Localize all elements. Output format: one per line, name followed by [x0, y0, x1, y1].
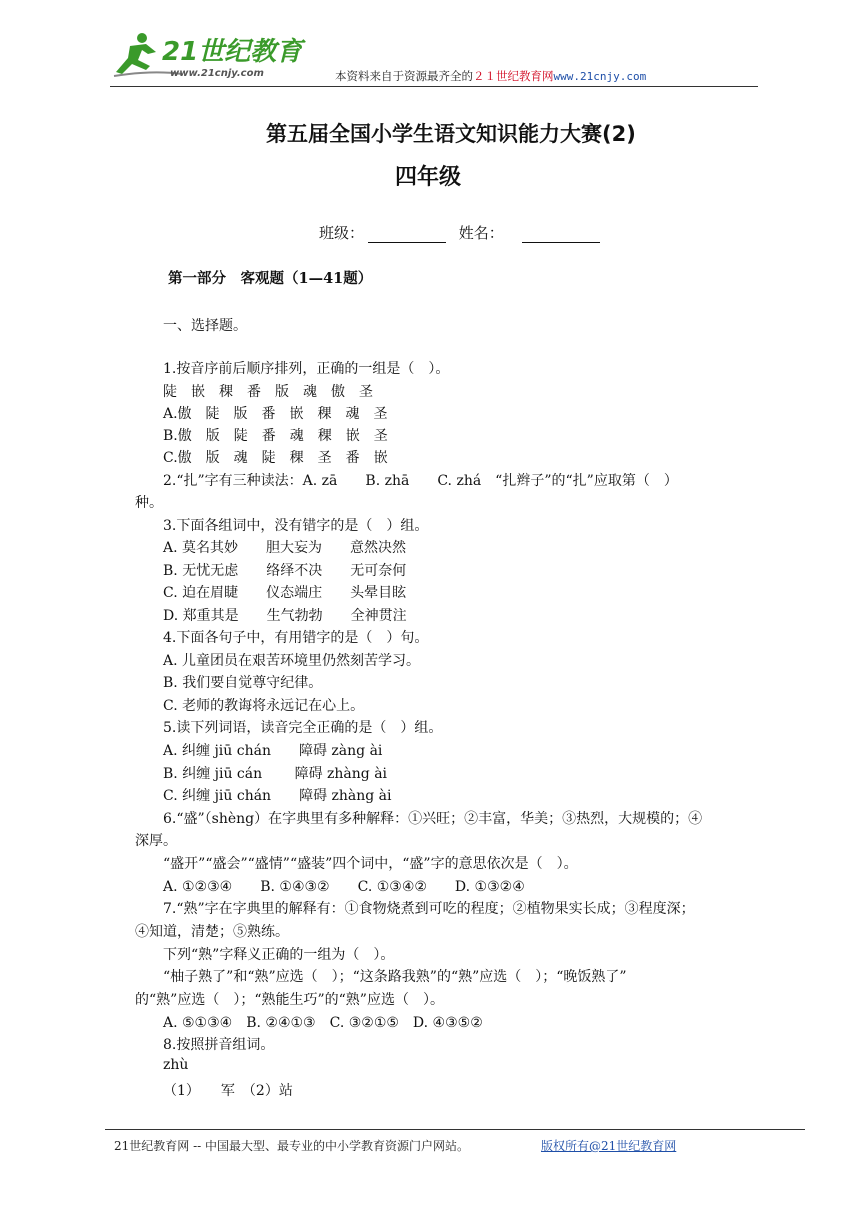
q8-items: （1） 军 （2）站 — [163, 1083, 293, 1099]
q2-stem: 2.“扎”字有三种读法：A. zā B. zhā C. zhá “扎辫子”的“扎”应取第（ ） — [163, 473, 678, 489]
site-logo — [112, 30, 312, 82]
q1-option-a: A.傲 陡 版 番 嵌 稞 魂 圣 — [163, 406, 388, 422]
class-field[interactable] — [368, 228, 446, 243]
q7-stem-cont: ④知道，清楚；⑤熟练。 — [135, 924, 289, 940]
q6-options: A. ①②③④ B. ①④③② C. ①③④② D. ①③②④ — [163, 879, 525, 895]
header-divider — [110, 86, 758, 87]
header-note-site[interactable]: ２１世纪教育网 — [473, 69, 554, 83]
q2-stem-cont: 种。 — [135, 495, 163, 511]
q3-option-b: B. 无忧无虑 络绎不决 无可奈何 — [163, 563, 407, 579]
q3-option-d: D. 郑重其是 生气勃勃 全神贯注 — [163, 608, 407, 624]
q1-option-b: B.傲 版 陡 番 魂 稞 嵌 圣 — [163, 428, 388, 444]
q5-option-a: A. 纠缠 jiū chán 障碍 zàng ài — [163, 743, 383, 759]
q5-stem: 5.读下列词语，读音完全正确的是（ ）组。 — [163, 720, 443, 736]
header-note — [335, 68, 646, 84]
q5-option-c: C. 纠缠 jiū chán 障碍 zhàng ài — [163, 788, 392, 804]
q8-stem: 8.按照拼音组词。 — [163, 1037, 275, 1053]
footer-text: 21世纪教育网 -- 中国最大型、最专业的中小学教育资源门户网站。 — [114, 1139, 470, 1153]
footer-divider — [105, 1129, 805, 1130]
q7-stem: 7.“熟”字在字典里的解释有：①食物烧煮到可吃的程度；②植物果实长成；③程度深； — [163, 901, 695, 917]
footer-copyright-link[interactable]: 版权所有@21世纪教育网 — [541, 1139, 677, 1153]
q4-option-b: B. 我们要自觉尊守纪律。 — [163, 675, 323, 691]
part-heading: 第一部分 客观题（1—41题） — [168, 270, 373, 287]
q3-stem: 3.下面各组词中，没有错字的是（ ）组。 — [163, 518, 429, 534]
q6-question: “盛开”“盛会”“盛情”“盛装”四个词中，“盛”字的意思依次是（ ）。 — [163, 856, 578, 872]
student-info — [319, 222, 600, 243]
q6-stem: 6.“盛”（shèng）在字典里有多种解释：①兴旺；②丰富，华美；③热烈，大规模的；④ — [163, 811, 703, 827]
q3-option-a: A. 莫名其妙 胆大妄为 意然决然 — [163, 540, 407, 556]
header-note-prefix: 本资料来自于资源最齐全的 — [335, 69, 473, 83]
section-heading: 一、选择题。 — [163, 318, 247, 334]
q5-option-b: B. 纠缠 jiū cán 障碍 zhàng ài — [163, 766, 388, 782]
q4-option-a: A. 儿童团员在艰苦环境里仍然刻苦学习。 — [163, 653, 421, 669]
q7-detail-cont: 的“熟”应选（ ）；“熟能生巧”的“熟”应选（ ）。 — [135, 992, 444, 1008]
name-field[interactable] — [522, 228, 600, 243]
q1-stem: 1.按音序前后顺序排列，正确的一组是（ ）。 — [163, 361, 450, 377]
page-title: 第五届全国小学生语文知识能力大赛(2) — [266, 122, 636, 146]
logo-text: 21世纪教育 — [162, 37, 303, 67]
class-label: 班级： — [319, 224, 365, 242]
q7-options: A. ⑤①③④ B. ②④①③ C. ③②①⑤ D. ④③⑤② — [163, 1015, 483, 1031]
q4-stem: 4.下面各句子中，有用错字的是（ ）句。 — [163, 630, 429, 646]
q1-option-c: C.傲 版 魂 陡 稞 圣 番 嵌 — [163, 450, 388, 466]
q7-question: 下列“熟”字释义正确的一组为（ ）。 — [163, 947, 395, 963]
q4-option-c: C. 老师的教诲将永远记在心上。 — [163, 698, 365, 714]
q3-option-c: C. 迫在眉睫 仪态端庄 头晕目眩 — [163, 585, 407, 601]
name-label: 姓名： — [458, 224, 504, 242]
q6-stem-cont: 深厚。 — [135, 833, 177, 849]
q8-pinyin: zhù — [163, 1057, 189, 1073]
logo-url: www.21cnjy.com — [170, 68, 264, 79]
q1-chars: 陡 嵌 稞 番 版 魂 傲 圣 — [163, 384, 373, 400]
grade-title: 四年级 — [395, 165, 462, 190]
header-note-url[interactable]: www.21cnjy.com — [553, 70, 647, 83]
q7-detail: “柚子熟了”和“熟”应选（ ）；“这条路我熟”的“熟”应选（ ）；“晚饭熟了” — [163, 969, 627, 985]
